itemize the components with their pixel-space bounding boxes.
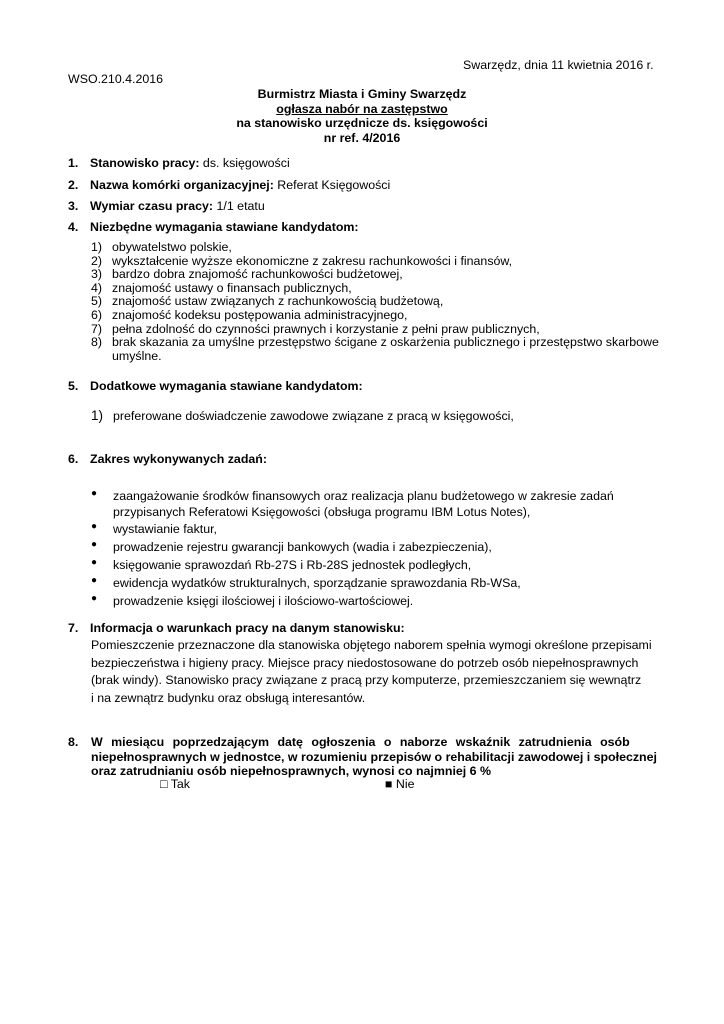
- announcement-title-1: Burmistrz Miasta i Gminy Swarzędz: [257, 87, 467, 101]
- date-line: Swarzędz, dnia 11 kwietnia 2016 r.: [463, 58, 654, 72]
- option-tak: □ Tak: [160, 777, 190, 791]
- section-8-heading: 8.: [68, 735, 79, 749]
- announcement-title-2: ogłasza nabór na zastępstwo: [276, 102, 448, 116]
- section-6-heading: 6. Zakres wykonywanych zadań:: [68, 452, 267, 466]
- requirements-list: [91, 241, 659, 363]
- section-1-label: Stanowisko pracy:: [90, 156, 200, 170]
- bullet-icon: ●: [91, 593, 98, 604]
- list-item: 3) bardzo dobra znajomość rachunkowości budżetowej,: [91, 267, 403, 282]
- additional-requirement: 1) preferowane doświadczenie zawodowe związane z pracą w księgowości,: [91, 408, 514, 423]
- bullet-icon: ●: [91, 557, 98, 568]
- list-item: 5) znajomość ustaw związanych z rachunkowością budżetową,: [91, 294, 444, 309]
- section-2-value: Referat Księgowości: [273, 178, 391, 192]
- bullet-icon: ●: [91, 521, 98, 532]
- bullet-icon: ●: [91, 539, 98, 550]
- announcement-title-4: nr ref. 4/2016: [323, 131, 401, 145]
- section-4-heading: 4. Niezbędne wymagania stawiane kandydatom:: [68, 220, 359, 234]
- section-1: 1. Stanowisko pracy: ds. księgowości: [68, 156, 290, 170]
- reference-number: WSO.210.4.2016: [68, 72, 164, 86]
- section-3: 3. Wymiar czasu pracy: 1/1 etatu: [68, 199, 265, 213]
- bullet-icon: ●: [91, 488, 98, 499]
- option-nie: ■ Nie: [385, 777, 415, 791]
- announcement-title-3: na stanowisko urzędnicze ds. księgowości: [236, 116, 488, 130]
- document-page: Swarzędz, dnia 11 kwietnia 2016 r. WSO.210.4.2016 Burmistrz Miasta i Gminy Swarzędz ogłasza nabór na zastępstwo na stanowisko urzędnicze ds. księgowości nr ref. 4/2016 1. Stanowisko pracy: ds. księgowości 2. Nazwa komórki organizacyjnej: Referat Księgowości 3. Wymiar czasu pracy: 1/1 etatu 4. Niezbędne wymagania stawiane kandydatom: 1) obywatelstwo polskie, 2) wykształcenie wyższe ekonomiczne z zakresu rachunkowości i finansów, 3) bardzo dobra znajomość rachunkowości budżetowej, 4) znajomość ustawy o finansach publicznych, 5) znajomość ustaw związanych z rachunkowością budżetową, 6) znajomość kodeksu postępowania administracyjnego, 7) pełna zdolność do czynności prawnych i korzystanie z pełni praw publicznych, 8) brak skazania za umyślne przestępstwo ścigane z oskarżenia publicznego i przestępstwo skarbowe umyślne. 5. Dodatkowe wymagania stawiane kandydatom: 1) preferowane doświadczenie zawodowe związane z pracą w księgowości, 6. Zakres wykonywanych zadań: ● zaangażowanie środków finansowych oraz realizacja planu budżetowego w zakresie zadań przypisanych Referatowi Księgowości (obsługa programu IBM Lotus Notes), ● wystawianie faktur, ● prowadzenie rejestru gwarancji bankowych (wadia i zabezpieczenia), ● księgowanie sprawozdań Rb-27S i Rb-28S jednostek podległych, ● ewidencja wydatków strukturalnych, sporządzanie sprawozdania Rb-WSa, ● prowadzenie księgi ilościowej i ilościowo-wartościowej. 7. Informacja o warunkach pracy na danym stanowisku: Pomieszczenie przeznaczone dla stanowiska objętego naborem spełnia wymogi określone przepisami bezpieczeństwa i higieny pracy. Miejsce pracy niedostosowane do potrzeb osób niepełnosprawnych (brak windy). Stanowisko pracy związane z pracą przy komputerze, przemieszczaniem się wewnątrz i na zewnątrz budynku oraz obsługą interesantów. 8. W miesiącu poprzedzającym datę ogłoszenia o naborze wskaźnik zatrudnienia osób niepełnosprawnych w jednostce, w rozumieniu przepisów o rehabilitacji zawodowej i społecznej oraz zatrudnianiu osób niepełnosprawnych, wynosi co najmniej 6 % □ Tak ■ Nie: [0, 0, 724, 1024]
- list-item: 2) wykształcenie wyższe ekonomiczne z zakresu rachunkowości i finansów,: [91, 253, 513, 268]
- section-5-heading: 5. Dodatkowe wymagania stawiane kandydatom:: [68, 379, 363, 393]
- section-7-heading: 7. Informacja o warunkach pracy na danym stanowisku:: [68, 621, 405, 635]
- bullet-icon: ●: [91, 575, 98, 586]
- section-2-label: Nazwa komórki organizacyjnej:: [90, 178, 274, 192]
- section-1-value: ds. księgowości: [199, 156, 290, 170]
- section-2: 2. Nazwa komórki organizacyjnej: Referat Księgowości: [68, 178, 391, 192]
- list-item: 7) pełna zdolność do czynności prawnych i korzystanie z pełni praw publicznych,: [91, 321, 540, 336]
- list-item: 1) obywatelstwo polskie,: [91, 240, 232, 254]
- employment-indicator-text: W miesiącu poprzedzającym datę ogłoszenia o naborze wskaźnik zatrudnienia osób niepełnosprawnych w jednostce, w rozumieniu przepisów o rehabilitacji zawodowej i społecznej oraz zatrudnianiu osób niepełnosprawnych, wynosi co najmniej 6 %: [91, 735, 657, 778]
- list-item: 4) znajomość ustawy o finansach publicznych,: [91, 280, 352, 295]
- section-3-value: 1/1 etatu: [213, 199, 265, 213]
- section-3-label: Wymiar czasu pracy:: [90, 199, 214, 213]
- work-conditions-text: Pomieszczenie przeznaczone dla stanowiska objętego naborem spełnia wymogi określone przepisami bezpieczeństwa i higieny pracy. Miejsce pracy niedostosowane do potrzeb osób niepełnosprawnych (brak windy). Stanowisko pracy związane z pracą przy komputerze, przemieszczaniem się wewnątrz i na zewnątrz budynku oraz obsługą interesantów.: [91, 638, 652, 705]
- list-item: 6) znajomość kodeksu postępowania administracyjnego,: [91, 307, 408, 322]
- list-item: 8) brak skazania za umyślne przestępstwo ścigane z oskarżenia publicznego i przestępstwo skarbowe umyślne.: [91, 335, 659, 363]
